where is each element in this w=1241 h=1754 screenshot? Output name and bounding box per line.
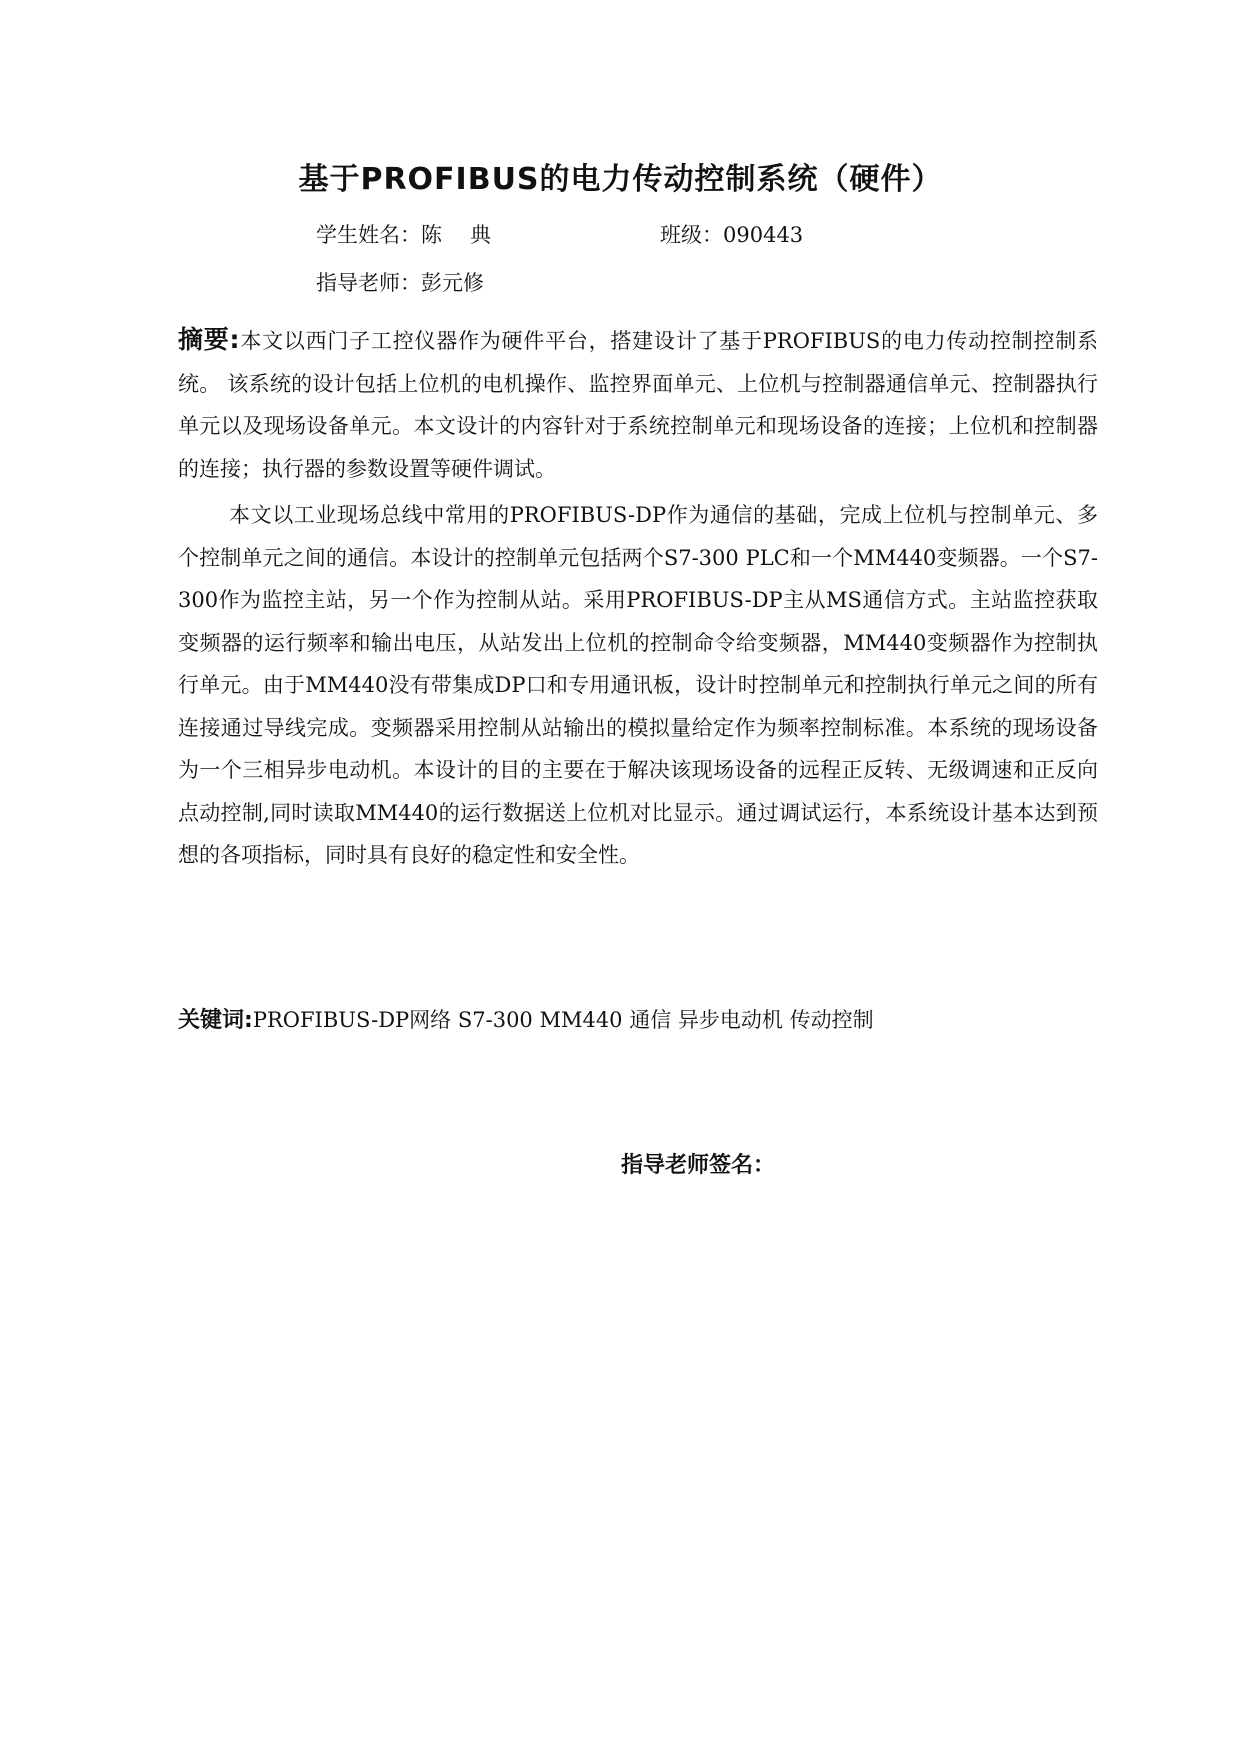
keywords-label: 关键词: (178, 1008, 253, 1033)
student-name-label: 学生姓名： (316, 223, 421, 247)
keywords-line (178, 1000, 1098, 1041)
abstract-paragraph-2: 本文以工业现场总线中常用的PROFIBUS-DP作为通信的基础，完成上位机与控制单元、多个控制单元之间的通信。本设计的控制单元包括两个S7-300 PLC和一个MM440变频器。一个S7-300作为监控主站，另一个作为控制从站。采用PROFIBUS-DP主从MS通信方式。主站监控获取变频器的运行频率和输出电压，从站发出上位机的控制命令给变频器，MM440变频器作为控制执行单元。由于MM440没有带集成DP口和专用通讯板，设计时控制单元和控制执行单元之间的所有连接通过导线完成。变频器采用控制从站输出的模拟量给定作为频率控制标准。本系统的现场设备为一个三相异步电动机。本设计的目的主要在于解决该现场设备的远程正反转、无级调速和正反向点动控制,同时读取MM440的运行数据送上位机对比显示。通过调试运行，本系统设计基本达到预想的各项指标，同时具有良好的稳定性和安全性。 (178, 503, 1098, 867)
student-name-part2: 典 (470, 223, 491, 247)
advisor-line (316, 268, 484, 298)
student-name-line (316, 220, 491, 250)
abstract-section (178, 319, 1098, 877)
advisor-name: 彭元修 (421, 271, 484, 295)
class-line (660, 220, 803, 250)
advisor-signature-label: 指导老师签名： (621, 1153, 776, 1178)
advisor-label: 指导老师： (316, 271, 421, 295)
class-value: 090443 (723, 223, 804, 247)
student-name-part1: 陈 (421, 223, 442, 247)
document-title: 基于PROFIBUS的电力传动控制系统（硬件） (298, 162, 943, 197)
class-label: 班级： (660, 223, 723, 247)
abstract-paragraph-1 (178, 319, 1098, 490)
abstract-text-1: 本文以西门子工控仪器作为硬件平台，搭建设计了基于PROFIBUS的电力传动控制控制系统。 该系统的设计包括上位机的电机操作、监控界面单元、上位机与控制器通信单元、控制器执行单元以及现场设备单元。本文设计的内容针对于系统控制单元和现场设备的连接；上位机和控制器的连接；执行器的参数设置等硬件调试。 (178, 329, 1098, 481)
abstract-label: 摘要: (178, 325, 240, 354)
keywords-value: PROFIBUS-DP网络 S7-300 MM440 通信 异步电动机 传动控制 (252, 1008, 874, 1032)
